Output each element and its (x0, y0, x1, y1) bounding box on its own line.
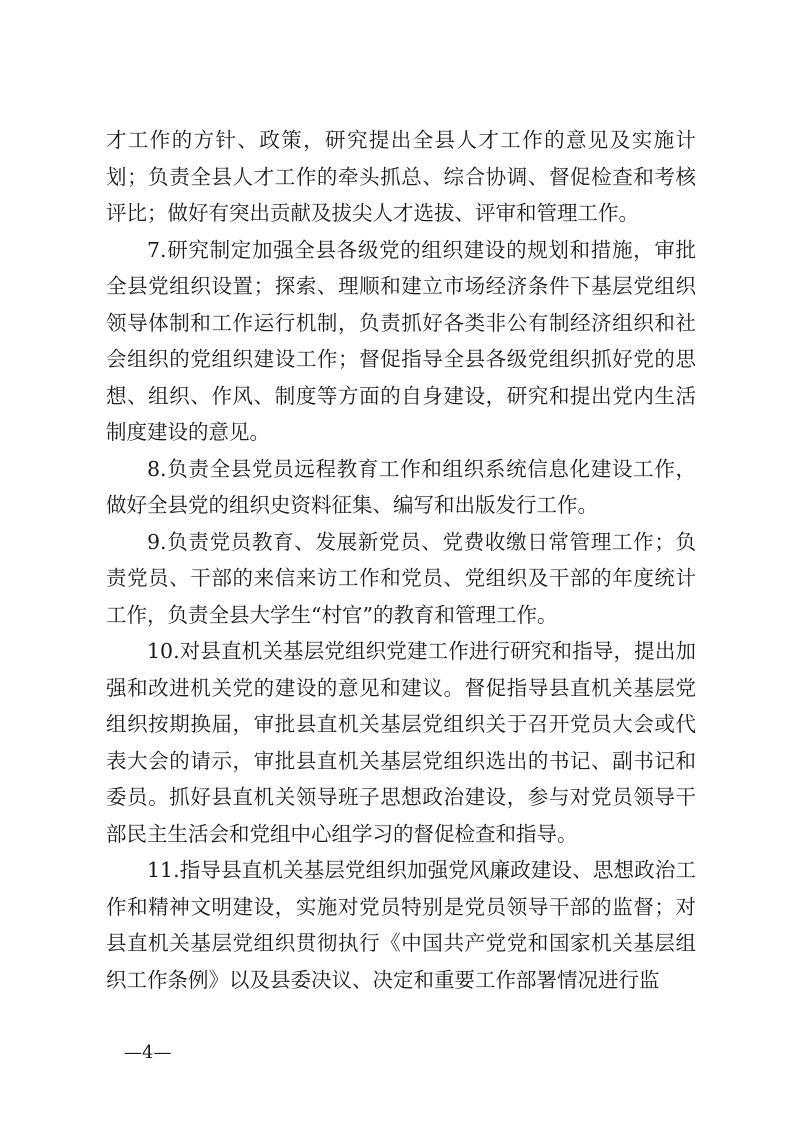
paragraph-item-7: 7.研究制定加强全县各级党的组织建设的规划和措施，审批全县党组织设置；探索、理顺和建立市场经济条件下基层党组织领导体制和工作运行机制，负责抓好各类非公有制经济组织和社会组织的党组织建设工作；督促指导全县各级党组织抓好党的思想、组织、作风、制度等方面的自身建设，研究和提出党内生活制度建设的意见。 (106, 237, 696, 444)
paragraph-continued: 才工作的方针、政策，研究提出全县人才工作的意见及实施计划；负责全县人才工作的牵头抓总、综合协调、督促检查和考核评比；做好有突出贡献及拔尖人才选拔、评审和管理工作。 (106, 128, 696, 225)
paragraph-item-9: 9.负责党员教育、发展新党员、党费收缴日常管理工作；负责党员、干部的来信来访工作和党员、党组织及干部的年度统计工作，负责全县大学生“村官”的教育和管理工作。 (106, 529, 696, 627)
page-number: —4— (124, 1042, 172, 1063)
paragraph-item-10: 10.对县直机关基层党组织党建工作进行研究和指导，提出加强和改进机关党的建设的意见和建议。督促指导县直机关基层党组织按期换届，审批县直机关基层党组织关于召开党员大会或代表大会的请示，审批县直机关基层党组织选出的书记、副书记和委员。抓好县直机关领导班子思想政治建设，参与对党员领导干部民主生活会和党组中心组学习的督促检查和指导。 (106, 639, 696, 846)
document-body (106, 122, 696, 998)
paragraph-item-11: 11.指导县直机关基层党组织加强党风廉政建设、思想政治工作和精神文明建设，实施对党员特别是党员领导干部的监督；对县直机关基层党组织贯彻执行《中国共产党党和国家机关基层组织工作条例》以及县委决议、决定和重要工作部署情况进行监 (106, 858, 696, 992)
paragraph-item-8: 8.负责全县党员远程教育工作和组织系统信息化建设工作，做好全县党的组织史资料征集、编写和出版发行工作。 (106, 456, 696, 517)
